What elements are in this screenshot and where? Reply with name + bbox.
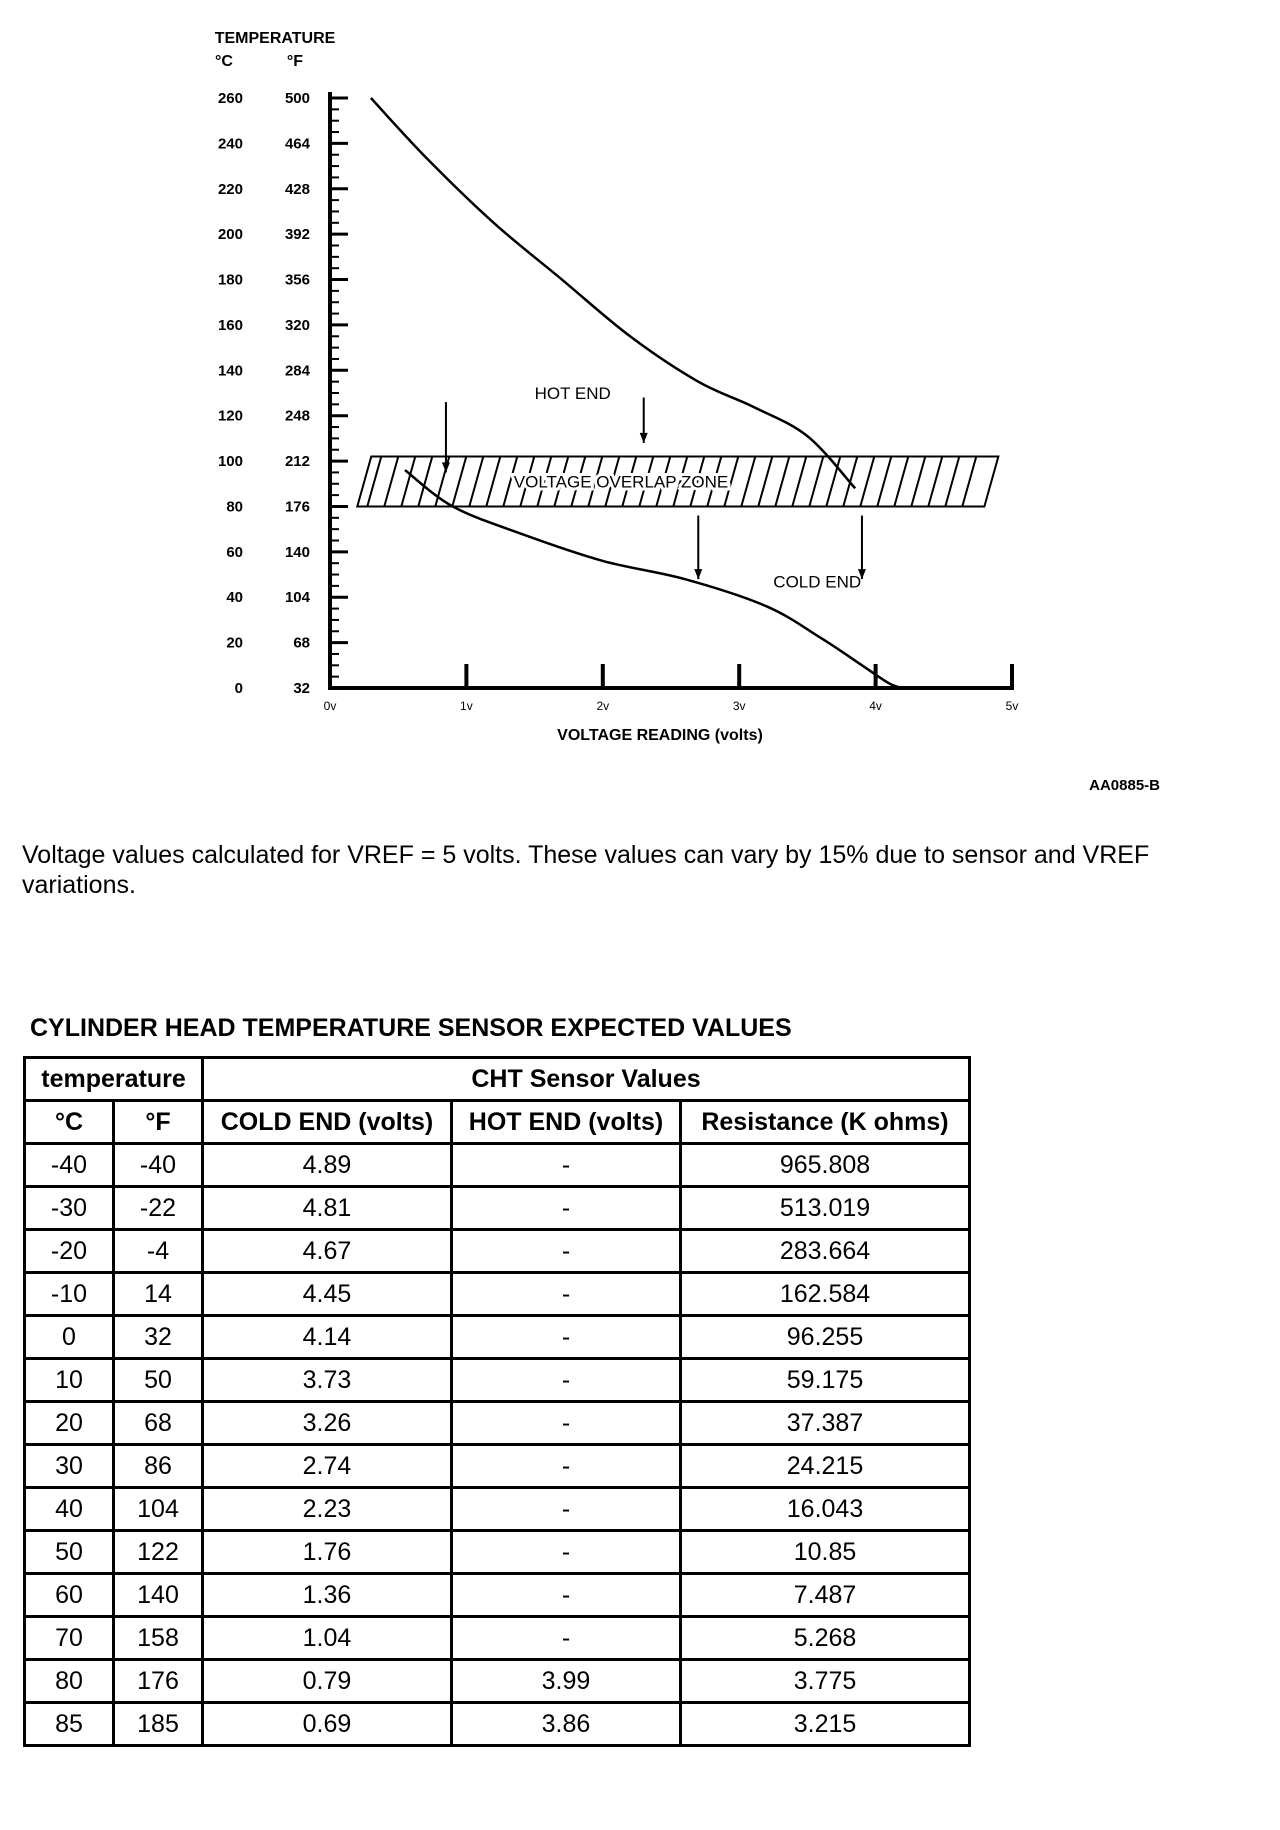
cell-cold-end: 4.45 bbox=[203, 1273, 452, 1316]
cht-values-group-header: CHT Sensor Values bbox=[203, 1058, 970, 1101]
y-tick-label-fahrenheit: 248 bbox=[284, 407, 310, 425]
x-tick-label: 5v bbox=[1005, 699, 1019, 713]
cell-celsius: 20 bbox=[25, 1402, 114, 1445]
cell-celsius: 50 bbox=[25, 1531, 114, 1574]
cell-resistance: 59.175 bbox=[681, 1359, 970, 1402]
y-tick-label-celsius: 240 bbox=[217, 135, 243, 153]
cell-hot-end: 3.86 bbox=[452, 1703, 681, 1746]
table-row bbox=[25, 1359, 970, 1402]
cell-resistance: 283.664 bbox=[681, 1230, 970, 1273]
cell-fahrenheit: 68 bbox=[114, 1402, 203, 1445]
table-row bbox=[25, 1230, 970, 1273]
y-tick-label-fahrenheit: 32 bbox=[293, 680, 310, 697]
x-tick-label: 0v bbox=[323, 699, 337, 713]
cell-celsius: -10 bbox=[25, 1273, 114, 1316]
hatch-line bbox=[928, 457, 942, 507]
y-axis-title: TEMPERATURE bbox=[214, 30, 336, 47]
cell-fahrenheit: 104 bbox=[114, 1488, 203, 1531]
x-axis-title: VOLTAGE READING (volts) bbox=[557, 727, 763, 744]
col-header-cold-end: COLD END (volts) bbox=[203, 1101, 452, 1144]
y-tick-label-fahrenheit: 464 bbox=[284, 135, 310, 153]
cell-hot-end: - bbox=[452, 1574, 681, 1617]
cell-resistance: 162.584 bbox=[681, 1273, 970, 1316]
annotation-arrow-head bbox=[694, 569, 702, 579]
cell-celsius: 80 bbox=[25, 1660, 114, 1703]
cell-fahrenheit: 50 bbox=[114, 1359, 203, 1402]
cell-celsius: -20 bbox=[25, 1230, 114, 1273]
cell-cold-end: 1.36 bbox=[203, 1574, 452, 1617]
table-row bbox=[25, 1402, 970, 1445]
cell-resistance: 3.215 bbox=[681, 1703, 970, 1746]
table-row bbox=[25, 1144, 970, 1187]
y-tick-label-celsius: 100 bbox=[217, 453, 243, 471]
y-tick-label-fahrenheit: 284 bbox=[284, 362, 310, 380]
cell-fahrenheit: 122 bbox=[114, 1531, 203, 1574]
cell-fahrenheit: -40 bbox=[114, 1144, 203, 1187]
temperature-group-header: temperature bbox=[25, 1058, 203, 1101]
cell-resistance: 96.255 bbox=[681, 1316, 970, 1359]
cell-hot-end: - bbox=[452, 1488, 681, 1531]
vref-note: Voltage values calculated for VREF = 5 volts. These values can vary by 15% due to sensor and VREF variations. bbox=[22, 841, 1150, 899]
cell-cold-end: 0.69 bbox=[203, 1703, 452, 1746]
cell-celsius: 30 bbox=[25, 1445, 114, 1488]
y-tick-label-fahrenheit: 212 bbox=[284, 453, 310, 471]
hatch-line bbox=[945, 457, 959, 507]
table-column-header-row bbox=[25, 1101, 970, 1144]
table-row bbox=[25, 1574, 970, 1617]
cht-expected-values-table bbox=[23, 1056, 971, 1747]
cell-hot-end: - bbox=[452, 1230, 681, 1273]
table-row bbox=[25, 1273, 970, 1316]
x-tick-label: 1v bbox=[460, 699, 473, 713]
cell-cold-end: 1.04 bbox=[203, 1617, 452, 1660]
y-tick-label-celsius: 60 bbox=[226, 543, 243, 561]
cell-cold-end: 4.89 bbox=[203, 1144, 452, 1187]
cell-celsius: -30 bbox=[25, 1187, 114, 1230]
cell-hot-end: - bbox=[452, 1187, 681, 1230]
table-row bbox=[25, 1531, 970, 1574]
cell-hot-end: - bbox=[452, 1359, 681, 1402]
table-row bbox=[25, 1617, 970, 1660]
y-tick-label-fahrenheit: 176 bbox=[284, 498, 310, 516]
hatch-line bbox=[792, 457, 806, 507]
hatch-line bbox=[809, 457, 823, 507]
overlap-zone-label: VOLTAGE OVERLAP ZONE bbox=[513, 472, 729, 492]
cell-resistance: 513.019 bbox=[681, 1187, 970, 1230]
hatch-line bbox=[384, 457, 398, 507]
cell-hot-end: - bbox=[452, 1445, 681, 1488]
table-title: CYLINDER HEAD TEMPERATURE SENSOR EXPECTED VALUES bbox=[30, 1014, 792, 1042]
y-tick-label-celsius: 40 bbox=[226, 589, 243, 607]
cell-fahrenheit: 86 bbox=[114, 1445, 203, 1488]
y-tick-label-celsius: 120 bbox=[217, 407, 243, 425]
cell-celsius: 85 bbox=[25, 1703, 114, 1746]
figure-code: AA0885-B bbox=[1089, 777, 1160, 794]
y-tick-label-fahrenheit: 356 bbox=[284, 271, 310, 289]
y-tick-label-fahrenheit: 428 bbox=[284, 180, 310, 198]
x-tick-label: 4v bbox=[869, 699, 882, 713]
table-row bbox=[25, 1316, 970, 1359]
hot-end-label: HOT END bbox=[534, 384, 611, 403]
cold-end-label: COLD END bbox=[773, 572, 862, 592]
cell-resistance: 7.487 bbox=[681, 1574, 970, 1617]
annotation-arrow-head bbox=[640, 433, 648, 443]
cell-cold-end: 1.76 bbox=[203, 1531, 452, 1574]
cell-resistance: 24.215 bbox=[681, 1445, 970, 1488]
cell-celsius: 0 bbox=[25, 1316, 114, 1359]
y-tick-label-celsius: 0 bbox=[234, 680, 243, 697]
table-row bbox=[25, 1660, 970, 1703]
hatch-line bbox=[894, 457, 908, 507]
cell-fahrenheit: 158 bbox=[114, 1617, 203, 1660]
col-header-fahrenheit: °F bbox=[114, 1101, 203, 1144]
cell-cold-end: 4.67 bbox=[203, 1230, 452, 1273]
y-tick-label-fahrenheit: 104 bbox=[284, 589, 310, 607]
annotation-arrow-head bbox=[442, 462, 450, 472]
table-group-header-row bbox=[25, 1058, 970, 1101]
hatch-line bbox=[741, 457, 755, 507]
hatch-line bbox=[469, 457, 483, 507]
cell-cold-end: 0.79 bbox=[203, 1660, 452, 1703]
series-lines bbox=[371, 98, 903, 688]
cell-resistance: 16.043 bbox=[681, 1488, 970, 1531]
cell-fahrenheit: -22 bbox=[114, 1187, 203, 1230]
cell-cold-end: 2.74 bbox=[203, 1445, 452, 1488]
hatch-line bbox=[758, 457, 772, 507]
cell-fahrenheit: 185 bbox=[114, 1703, 203, 1746]
cell-celsius: 70 bbox=[25, 1617, 114, 1660]
y-tick-label-celsius: 220 bbox=[217, 180, 243, 198]
col-header-celsius: °C bbox=[25, 1101, 114, 1144]
hatch-line bbox=[486, 457, 500, 507]
y-tick-label-fahrenheit: 140 bbox=[284, 543, 310, 561]
y-tick-label-fahrenheit: 500 bbox=[284, 90, 310, 107]
cell-hot-end: - bbox=[452, 1531, 681, 1574]
cell-hot-end: - bbox=[452, 1402, 681, 1445]
cell-fahrenheit: 14 bbox=[114, 1273, 203, 1316]
hot-end-curve bbox=[371, 98, 855, 488]
hatch-line bbox=[452, 457, 466, 507]
hatch-line bbox=[962, 457, 976, 507]
cht-voltage-chart bbox=[0, 0, 1280, 800]
col-header-hot-end: HOT END (volts) bbox=[452, 1101, 681, 1144]
cell-celsius: 60 bbox=[25, 1574, 114, 1617]
y-tick-label-fahrenheit: 392 bbox=[284, 226, 310, 244]
hatch-line bbox=[911, 457, 925, 507]
table-row bbox=[25, 1488, 970, 1531]
x-tick-label: 2v bbox=[596, 699, 610, 713]
cell-hot-end: - bbox=[452, 1617, 681, 1660]
y-tick-label-celsius: 160 bbox=[217, 316, 243, 334]
y-unit-fahrenheit: °F bbox=[286, 53, 304, 70]
cell-celsius: -40 bbox=[25, 1144, 114, 1187]
cell-fahrenheit: 140 bbox=[114, 1574, 203, 1617]
hatch-line bbox=[775, 457, 789, 507]
cell-resistance: 5.268 bbox=[681, 1617, 970, 1660]
cell-cold-end: 4.14 bbox=[203, 1316, 452, 1359]
col-header-resistance: Resistance (K ohms) bbox=[681, 1101, 970, 1144]
cell-celsius: 10 bbox=[25, 1359, 114, 1402]
cell-celsius: 40 bbox=[25, 1488, 114, 1531]
x-tick-label: 3v bbox=[732, 699, 746, 713]
cell-cold-end: 3.26 bbox=[203, 1402, 452, 1445]
table-row bbox=[25, 1703, 970, 1746]
cell-fahrenheit: 32 bbox=[114, 1316, 203, 1359]
cell-resistance: 10.85 bbox=[681, 1531, 970, 1574]
cell-resistance: 3.775 bbox=[681, 1660, 970, 1703]
cell-hot-end: - bbox=[452, 1144, 681, 1187]
cell-fahrenheit: 176 bbox=[114, 1660, 203, 1703]
y-tick-label-fahrenheit: 320 bbox=[284, 316, 310, 334]
cell-cold-end: 2.23 bbox=[203, 1488, 452, 1531]
y-tick-label-celsius: 80 bbox=[226, 498, 243, 516]
y-unit-celsius: °C bbox=[215, 53, 233, 70]
cell-hot-end: 3.99 bbox=[452, 1660, 681, 1703]
cell-cold-end: 3.73 bbox=[203, 1359, 452, 1402]
cell-fahrenheit: -4 bbox=[114, 1230, 203, 1273]
y-tick-label-celsius: 200 bbox=[217, 226, 243, 244]
cell-hot-end: - bbox=[452, 1316, 681, 1359]
table-row bbox=[25, 1187, 970, 1230]
cell-resistance: 965.808 bbox=[681, 1144, 970, 1187]
hatch-line bbox=[401, 457, 415, 507]
y-tick-label-celsius: 180 bbox=[217, 271, 243, 289]
y-tick-label-celsius: 20 bbox=[226, 634, 243, 652]
y-tick-label-celsius: 260 bbox=[217, 90, 243, 107]
hatch-line bbox=[860, 457, 874, 507]
cell-resistance: 37.387 bbox=[681, 1402, 970, 1445]
cell-cold-end: 4.81 bbox=[203, 1187, 452, 1230]
cell-hot-end: - bbox=[452, 1273, 681, 1316]
hatch-line bbox=[877, 457, 891, 507]
table-row bbox=[25, 1445, 970, 1488]
y-tick-label-celsius: 140 bbox=[217, 362, 243, 380]
y-tick-label-fahrenheit: 68 bbox=[293, 634, 310, 652]
